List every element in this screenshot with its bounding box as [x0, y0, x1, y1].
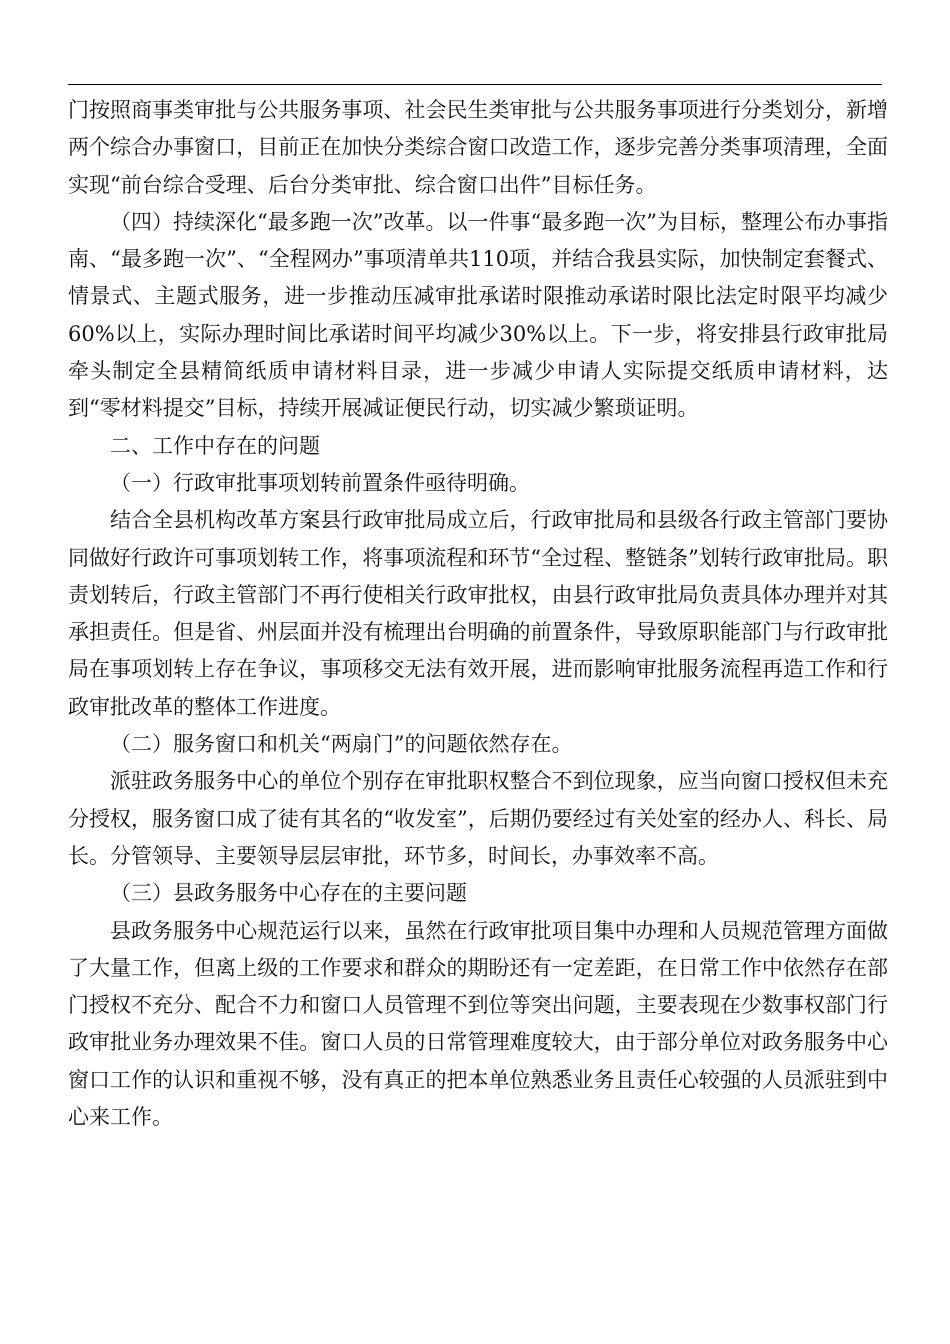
paragraph-problem-1: 结合全县机构改革方案县行政审批局成立后，行政审批局和县级各行政主管部门要协同做好行政许可事项划转工作，将事项流程和环节“全过程、整链条”划转行政审批局。职责划转后，行政主管部门不再行使相关行政审批权，由县行政审批局负责具体办理并对其承担责任。但是省、州层面并没有梳理出台明确的前置条件，导致原职能部门与行政审批局在事项划转上存在争议，事项移交无法有效开展，进而影响审批服务流程再造工作和行政审批改革的整体工作进度。	[68, 508, 888, 719]
subheading-3: （三）县政务服务中心存在的主要问题	[110, 881, 467, 906]
document-body	[68, 92, 888, 1136]
paragraph-section-4: （四）持续深化“最多跑一次”改革。以一件事“最多跑一次”为目标，整理公布办事指南、“最多跑一次”、“全程网办”事项清单共110项，并结合我县实际，加快制定套餐式、情景式、主题式服务，进一步推动压减审批承诺时限推动承诺时限比法定时限平均减少60%以上，实际办理时间比承诺时间平均减少30%以上。下一步，将安排县行政审批局牵头制定全县精简纸质申请材料目录，进一步减少申请人实际提交纸质申请材料，达到“零材料提交”目标，持续开展减证便民行动，切实减少繁琐证明。	[68, 209, 888, 421]
header-rule	[68, 84, 882, 85]
paragraph-continued: 门按照商事类审批与公共服务事项、社会民生类审批与公共服务事项进行分类划分，新增两个综合办事窗口，目前正在加快分类综合窗口改造工作，逐步完善分类事项清理，全面实现“前台综合受理、后台分类审批、综合窗口出件”目标任务。	[68, 98, 888, 197]
heading-problems: 二、工作中存在的问题	[110, 433, 320, 458]
paragraph-problem-2: 派驻政务服务中心的单位个别存在审批职权整合不到位现象，应当向窗口授权但未充分授权，服务窗口成了徒有其名的“收发室”，后期仍要经过有关处室的经办人、科长、局长。分管领导、主要领导层层审批，环节多，时间长，办事效率不高。	[68, 769, 888, 868]
subheading-2: （二）服务窗口和机关“两扇门”的问题依然存在。	[110, 732, 573, 757]
subheading-1: （一）行政审批事项划转前置条件亟待明确。	[110, 470, 530, 495]
paragraph-problem-3: 县政务服务中心规范运行以来，虽然在行政审批项目集中办理和人员规范管理方面做了大量工作，但离上级的工作要求和群众的期盼还有一定差距，在日常工作中依然存在部门授权不充分、配合不力和窗口人员管理不到位等突出问题，主要表现在少数事权部门行政审批业务办理效果不佳。窗口人员的日常管理难度较大，由于部分单位对政务服务中心窗口工作的认识和重视不够，没有真正的把本单位熟悉业务且责任心较强的人员派驻到中心来工作。	[68, 918, 888, 1130]
